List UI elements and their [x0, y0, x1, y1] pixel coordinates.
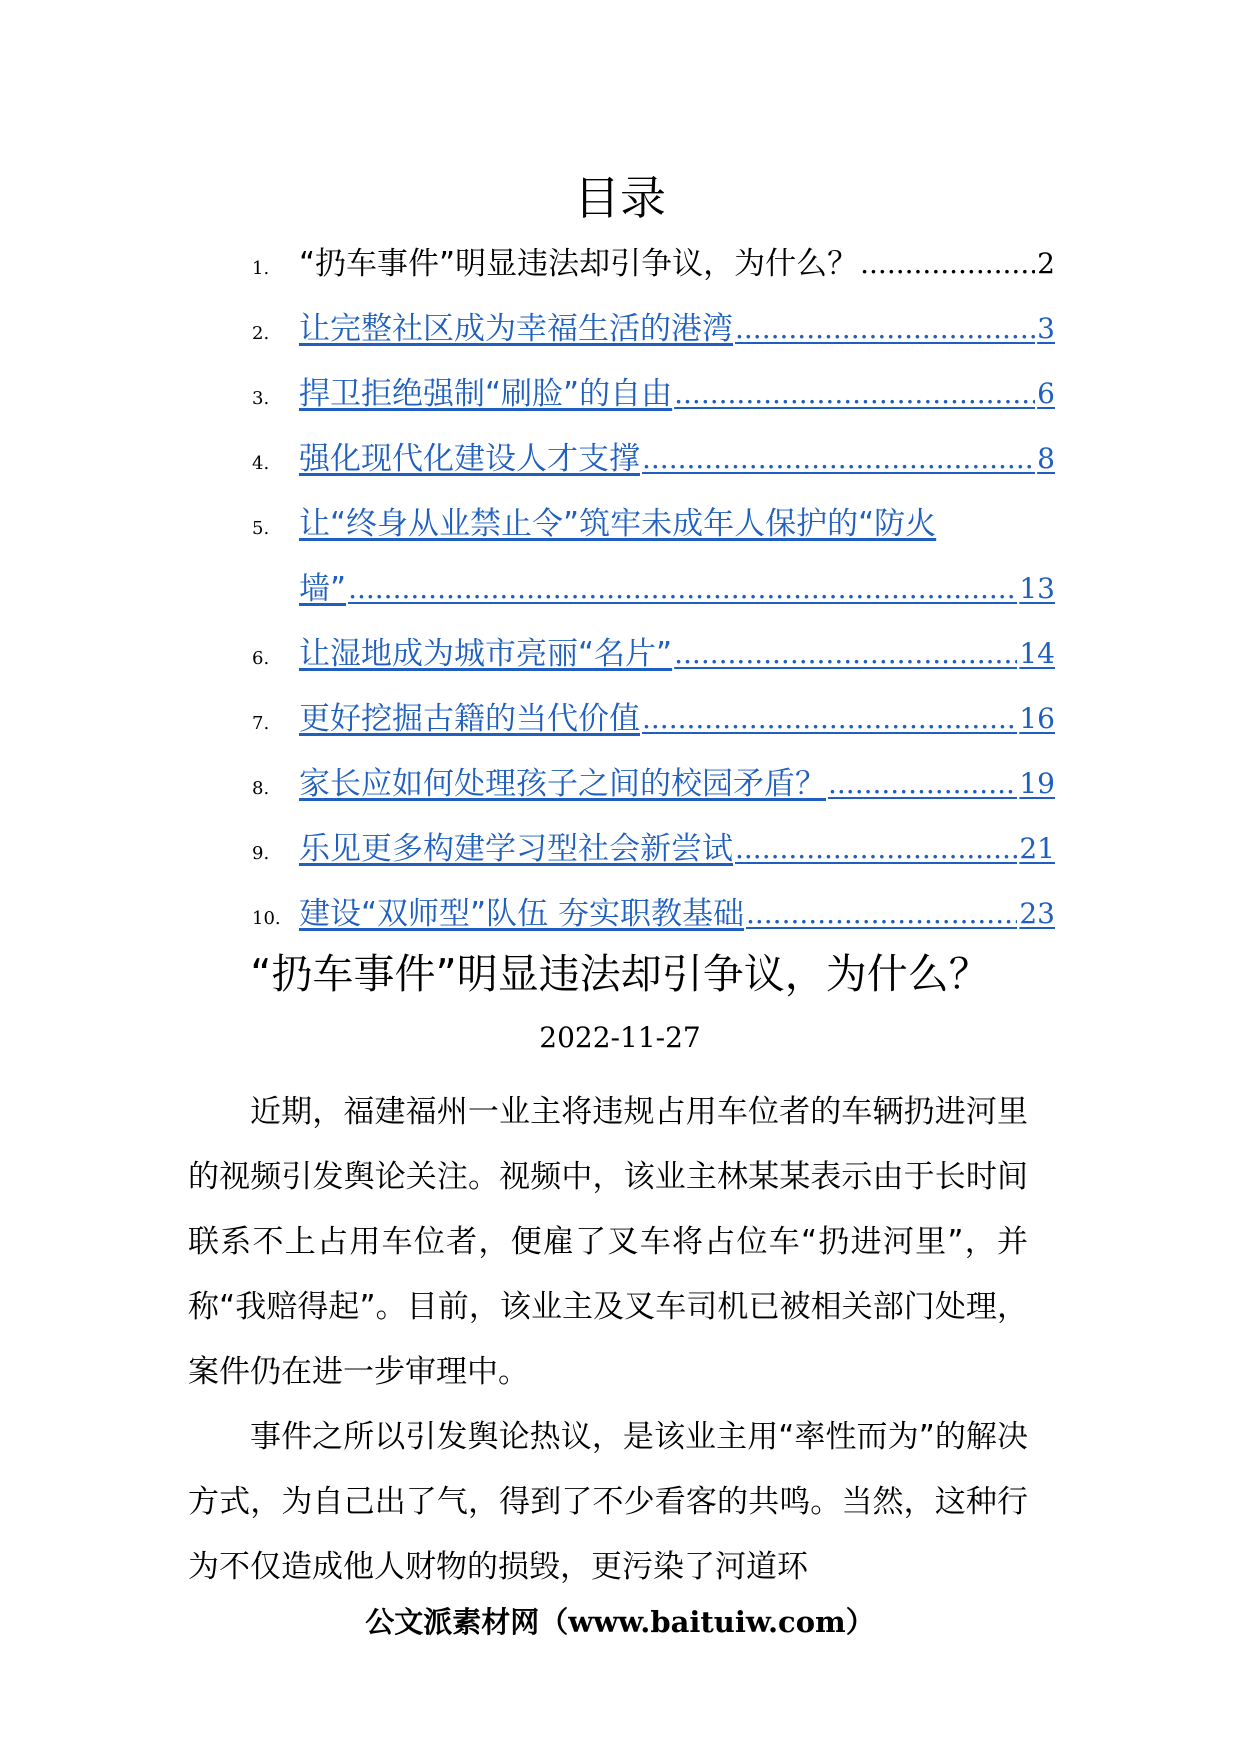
toc-entry-page[interactable]: 13 [1019, 572, 1055, 605]
toc-leader-dots [860, 242, 1035, 286]
toc-entry-page[interactable]: 6 [1037, 377, 1055, 410]
toc-entry-link[interactable]: 家长应如何处理孩子之间的校园矛盾？ [299, 766, 826, 802]
toc-entry-4[interactable] [0, 431, 1240, 496]
toc-entry-6[interactable] [0, 626, 1240, 691]
toc-entry-number: 4. [252, 453, 270, 474]
toc-entry-9[interactable] [0, 821, 1240, 886]
toc-entry-page[interactable]: 8 [1037, 442, 1055, 475]
toc-leader-dots [735, 307, 1035, 351]
toc-entry-link[interactable]: 让完整社区成为幸福生活的港湾 [299, 311, 733, 347]
toc-entry-10[interactable] [0, 886, 1240, 951]
toc-leader-dots [642, 697, 1017, 741]
toc-entry-link[interactable]: 建设“双师型”队伍 夯实职教基础 [299, 896, 744, 932]
toc-leader-dots [348, 567, 1017, 611]
toc-entry-7[interactable] [0, 691, 1240, 756]
page-footer: 公文派素材网（www.baituiw.com） [365, 1605, 875, 1639]
article-date: 2022-11-27 [539, 1021, 701, 1054]
toc-entry-link[interactable]: 乐见更多构建学习型社会新尝试 [299, 831, 733, 867]
toc-entry-1[interactable] [0, 236, 1240, 301]
body-paragraph: 事件之所以引发舆论热议，是该业主用“率性而为”的解决方式，为自己出了气，得到了不少看客的共鸣。当然，这种行为不仅造成他人财物的损毁，更污染了河道环 [188, 1419, 1028, 1585]
article-title: “扔车事件”明显违法却引争议，为什么？ [250, 950, 990, 998]
toc-entry-link[interactable]: 让湿地成为城市亮丽“名片” [299, 636, 673, 672]
toc-entry-text: “扔车事件”明显违法却引争议，为什么？ [299, 246, 859, 282]
toc-entry-number: 2. [252, 323, 270, 344]
toc-entry-page[interactable]: 16 [1019, 702, 1055, 735]
toc-entry-page[interactable]: 23 [1019, 897, 1055, 930]
toc-entry-page[interactable]: 19 [1019, 767, 1055, 800]
toc-leader-dots [674, 372, 1035, 416]
toc-entry-number: 7. [252, 713, 270, 734]
toc-entry-number: 10. [252, 908, 281, 929]
toc-entry-8[interactable] [0, 756, 1240, 821]
article-body [188, 1080, 1028, 1600]
toc-entry-number: 5. [252, 518, 270, 539]
toc-entry-5[interactable] [0, 496, 1240, 626]
toc-entry-number: 6. [252, 648, 270, 669]
toc-leader-dots [674, 632, 1017, 676]
toc-entry-link[interactable]: 让“终身从业禁止令”筑牢未成年人保护的“防火 [299, 506, 937, 542]
toc-title: 目录 [574, 171, 666, 225]
toc-entry-number: 3. [252, 388, 270, 409]
toc-leader-dots [735, 827, 1017, 871]
toc-entry-number: 8. [252, 778, 270, 799]
toc-entry-page[interactable]: 14 [1019, 637, 1055, 670]
toc-entry-page: 2 [1037, 247, 1055, 280]
toc-leader-dots [642, 437, 1035, 481]
toc-leader-dots [746, 892, 1017, 936]
toc-entry-link[interactable]: 捍卫拒绝强制“刷脸”的自由 [299, 376, 673, 412]
toc-entry-link[interactable]: 强化现代化建设人才支撑 [299, 441, 640, 477]
toc-leader-dots [828, 762, 1017, 806]
toc-entry-page[interactable]: 3 [1037, 312, 1055, 345]
table-of-contents [0, 236, 1240, 951]
toc-entry-2[interactable] [0, 301, 1240, 366]
body-paragraph: 近期，福建福州一业主将违规占用车位者的车辆扔进河里的视频引发舆论关注。视频中，该业主林某某表示由于长时间联系不上占用车位者，便雇了叉车将占位车“扔进河里”，并称“我赔得起”。目前，该业主及叉车司机已被相关部门处理，案件仍在进一步审理中。 [188, 1094, 1028, 1390]
toc-entry-link[interactable]: 更好挖掘古籍的当代价值 [299, 701, 640, 737]
toc-entry-link-continued[interactable]: 墙” [299, 571, 347, 607]
toc-entry-number: 1. [252, 258, 270, 279]
toc-entry-number: 9. [252, 843, 270, 864]
toc-entry-page[interactable]: 21 [1019, 832, 1055, 865]
toc-entry-3[interactable] [0, 366, 1240, 431]
